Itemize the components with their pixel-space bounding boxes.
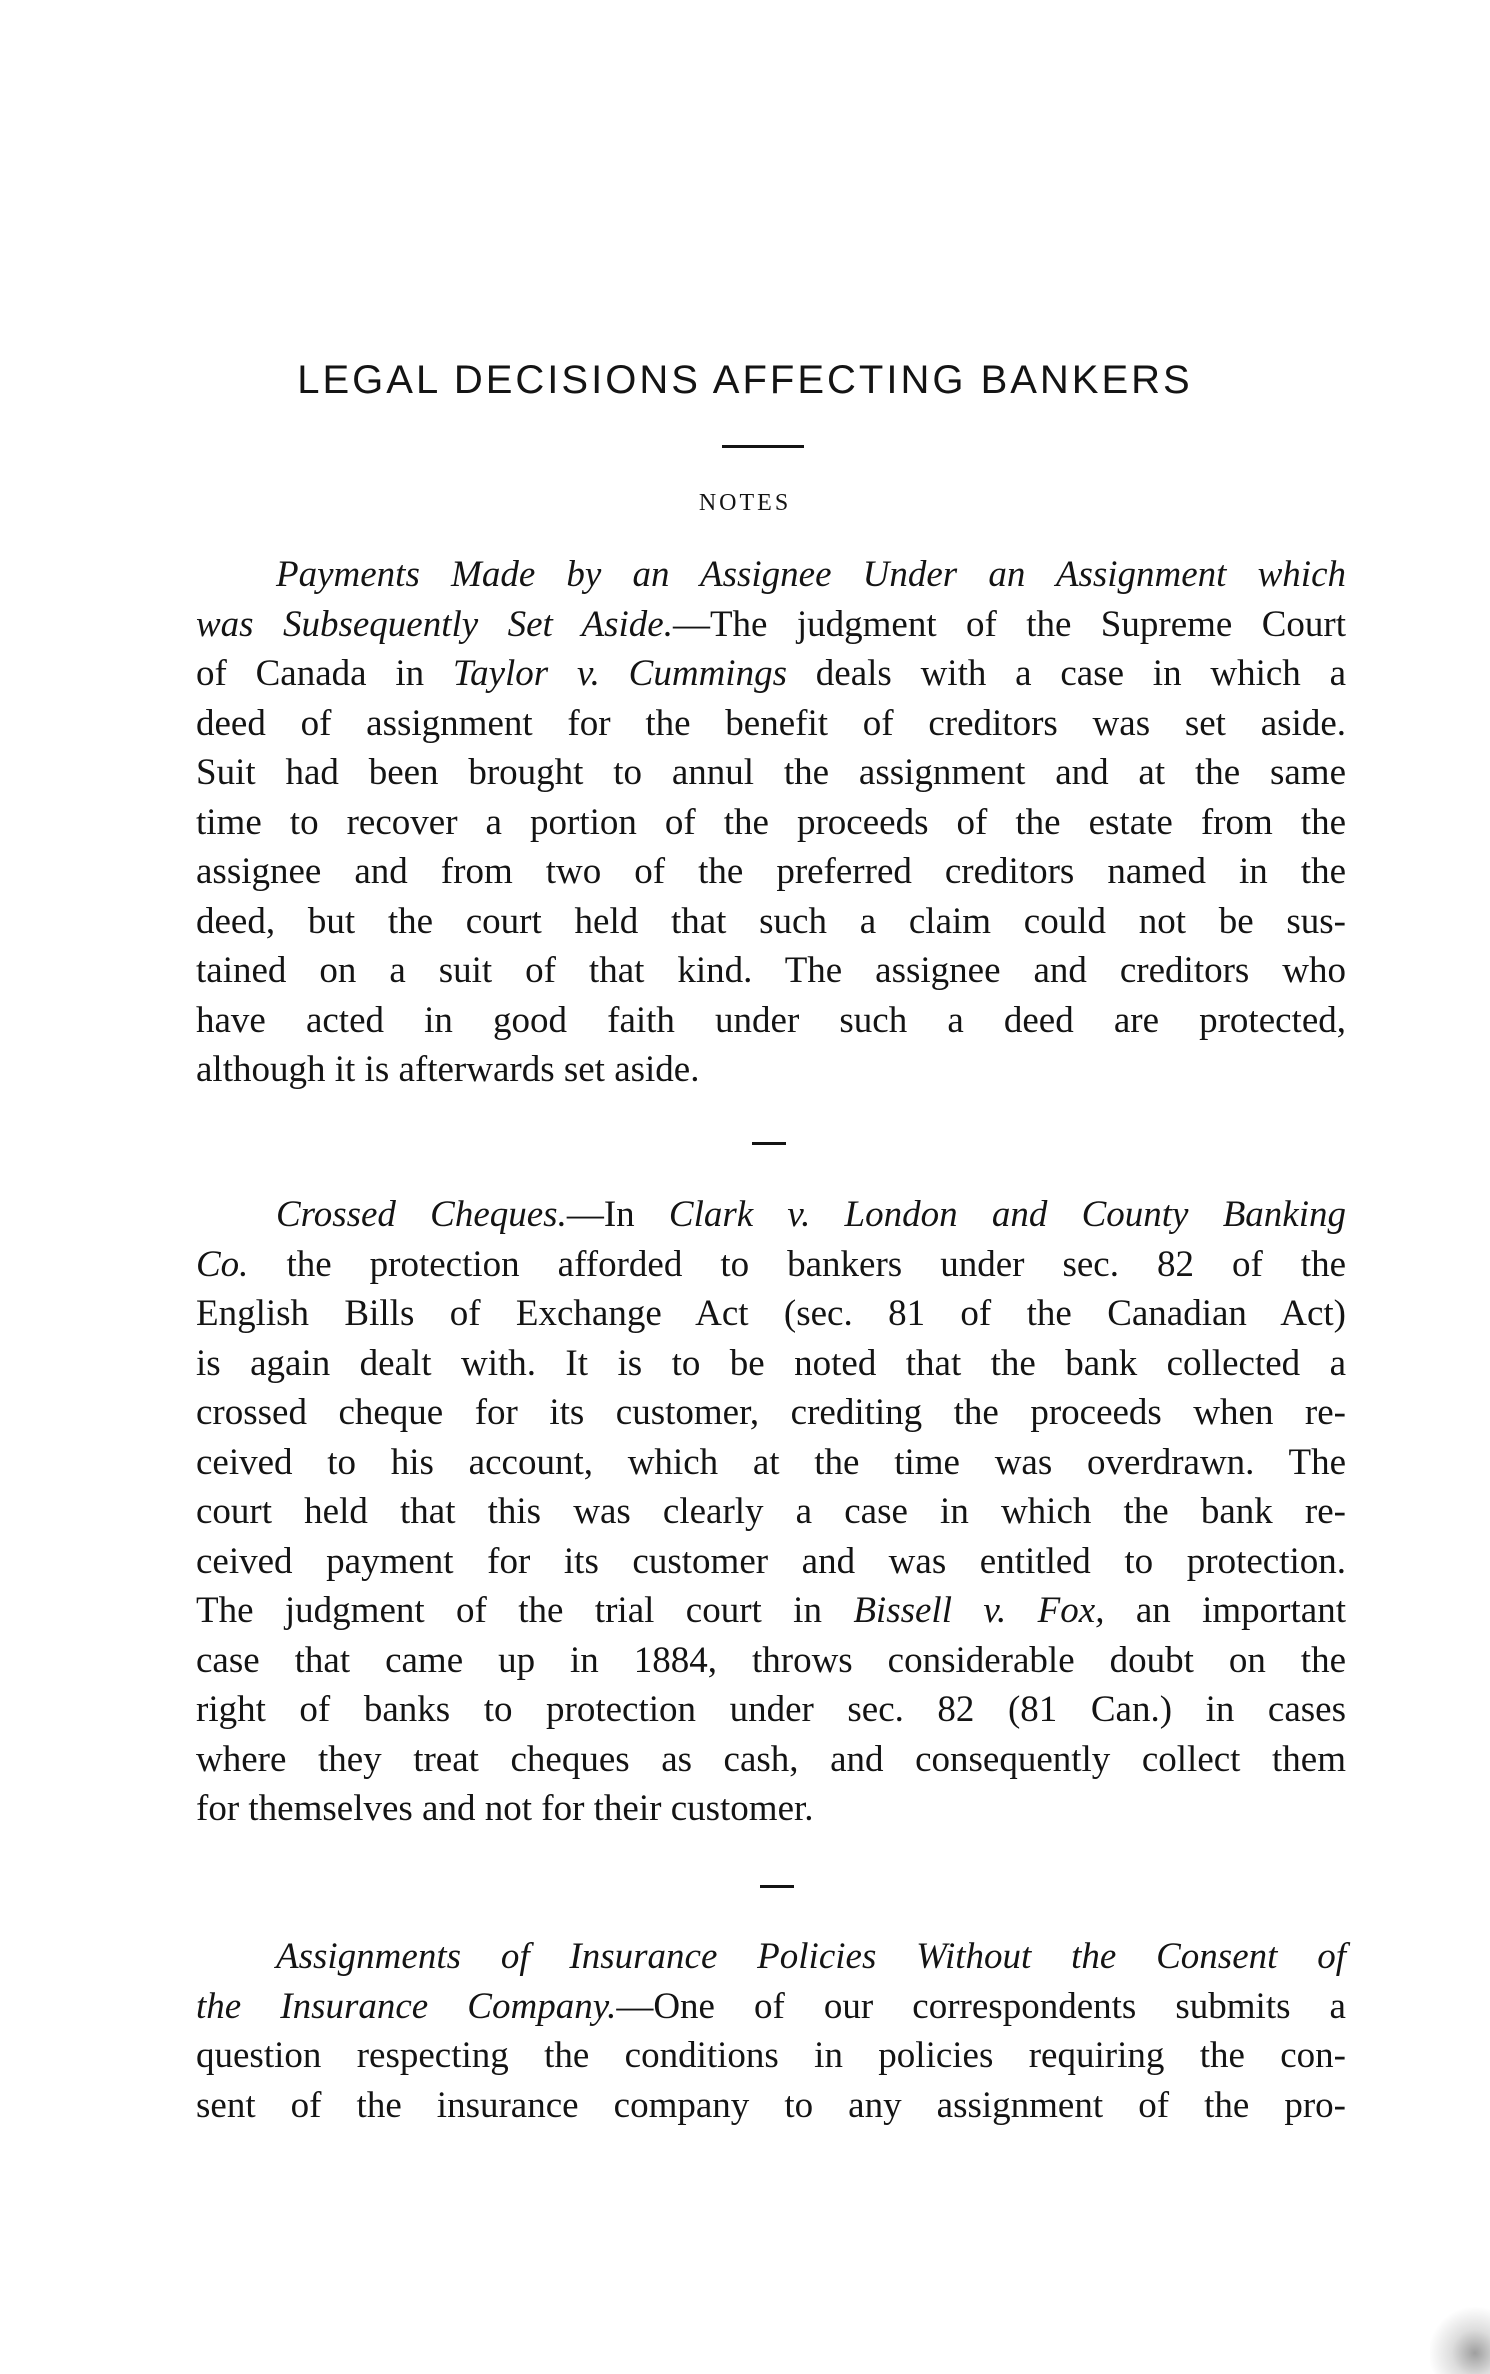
text-line [196,550,1346,600]
note-heading: was Subsequently Set Aside. [196,603,673,645]
text-line [196,1586,1346,1636]
text-line: deed, but the court held that such a claim could not be sus- [196,900,1346,942]
note-heading: the Insurance Company. [196,1985,617,2027]
text-run: —One of our correspondents submits a [616,1985,1346,2027]
page-title: LEGAL DECISIONS AFFECTING BANKERS [297,358,1193,402]
title-rule [722,445,804,448]
text-line: sent of the insurance company to any assignment of the pro- [196,2084,1346,2126]
text-line: crossed cheque for its customer, crediting the proceeds when re- [196,1392,1346,1433]
note-heading: Crossed Cheques. [276,1194,567,1235]
section-separator [752,1142,786,1145]
text-line: ceived payment for its customer and was entitled to protection. [196,1540,1346,1582]
text-line: is again dealt with. It is to be noted that the bank collected a [196,1342,1346,1384]
note-heading: Payments Made by an Assignee Under an Assignment which [276,554,1346,595]
text-line: tained on a suit of that kind. The assignee and creditors who [196,950,1346,991]
section-separator [760,1885,794,1888]
text-run: of Canada in [196,653,453,694]
text-run: the protection afforded to bankers under sec. 82 of the [248,1243,1346,1285]
text-line: case that came up in 1884, throws considerable doubt on the [196,1639,1346,1681]
text-line [196,1190,1346,1240]
text-line: assignee and from two of the preferred creditors named in the [196,851,1346,892]
text-line [196,600,1346,650]
text-run: an important [1104,1590,1346,1631]
text-run: —The judgment of the Supreme Court [672,603,1346,645]
note-paragraph-crossed-cheques [196,1190,1346,1834]
text-run: —In [566,1194,669,1235]
case-name: Taylor v. Cummings [452,653,787,694]
text-line: time to recover a portion of the proceeds of the estate from the [196,801,1346,843]
text-line: have acted in good faith under such a deed are protected, [196,999,1346,1041]
note-paragraph-insurance-assignments [196,1932,1346,2130]
case-name: Clark v. London and County Banking [668,1194,1346,1235]
case-name: Co. [196,1243,249,1285]
section-subtitle: NOTES [698,490,792,516]
text-line [196,1982,1346,2032]
paper-blemish [1430,2304,1490,2374]
text-line: ceived to his account, which at the time was overdrawn. The [196,1441,1346,1483]
text-line: question respecting the conditions in policies requiring the con- [196,2035,1346,2076]
text-line: deed of assignment for the benefit of creditors was set aside. [196,702,1346,744]
text-line: although it is afterwards set aside. [196,1049,700,1090]
text-line: right of banks to protection under sec. 82 (81 Can.) in cases [196,1689,1346,1730]
text-line: for themselves and not for their customer. [196,1788,814,1829]
case-name: Bissell v. Fox, [853,1590,1105,1631]
text-line [196,1932,1346,1982]
text-line: Suit had been brought to annul the assignment and at the same [196,752,1346,793]
text-line [196,649,1346,699]
text-line [196,1240,1346,1290]
text-run: deals with a case in which a [786,653,1346,694]
note-heading: Assignments of Insurance Policies Without the Consent of [276,1936,1346,1977]
text-line: where they treat cheques as cash, and consequently collect them [196,1738,1346,1780]
note-paragraph-assignee-payments [196,550,1346,1095]
text-run: The judgment of the trial court in [196,1590,854,1631]
text-line: English Bills of Exchange Act (sec. 81 of the Canadian Act) [196,1293,1346,1334]
text-line: court held that this was clearly a case in which the bank re- [196,1491,1346,1532]
